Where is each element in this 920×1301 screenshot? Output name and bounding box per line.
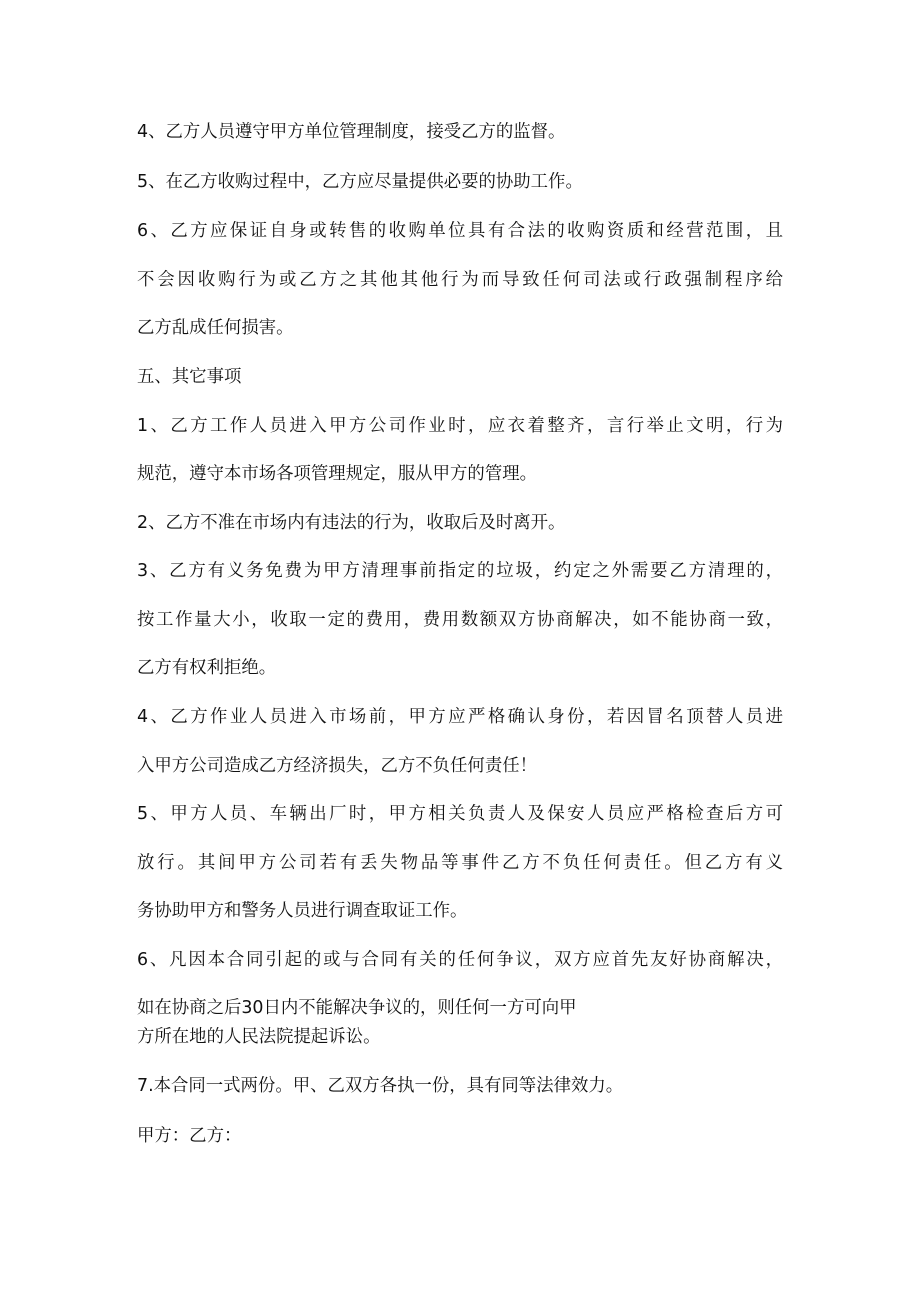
other-clause-1-line-2: 规范，遵守本市场各项管理规定，服从甲方的管理。 [137,464,537,484]
clause-6-line-2: 不会因收购行为或乙方之其他其他行为而导致任何司法或行政强制程序给 [137,270,783,290]
other-clause-6-line-1: 6、凡因本合同引起的或与合同有关的任何争议，双方应首先友好协商解决， [137,950,783,970]
signature-line: 甲方：乙方： [137,1126,242,1146]
other-clause-1-line-1: 1、乙方工作人员进入甲方公司作业时，应衣着整齐，言行举止文明，行为 [137,416,783,436]
other-clause-5-line-1: 5、甲方人员、车辆出厂时，甲方相关负责人及保安人员应严格检查后方可 [137,804,783,824]
other-clause-3-line-2: 按工作量大小，收取一定的费用，费用数额双方协商解决，如不能协商一致， [137,610,783,630]
other-clause-5-line-2: 放行。其间甲方公司若有丢失物品等事件乙方不负任何责任。但乙方有义 [137,853,783,873]
other-clause-7-line-1: 7.本合同一式两份。甲、乙双方各执一份，具有同等法律效力。 [137,1076,624,1096]
other-clause-5-line-3: 务协助甲方和警务人员进行调查取证工作。 [137,901,468,921]
other-clause-4-line-1: 4、乙方作业人员进入市场前，甲方应严格确认身份，若因冒名顶替人员进 [137,707,783,727]
section-heading: 五、其它事项 [137,367,242,387]
other-clause-6-line-2: 如在协商之后30日内不能解决争议的，则任何一方可向甲 [137,998,577,1018]
other-clause-3-line-1: 3、乙方有义务免费为甲方清理事前指定的垃圾，约定之外需要乙方清理的， [137,561,783,581]
other-clause-2-line-1: 2、乙方不准在市场内有违法的行为，收取后及时离开。 [137,513,566,533]
other-clause-4-line-2: 入甲方公司造成乙方经济损失，乙方不负任何责任！ [137,756,537,776]
clause-5-line-1: 5、在乙方收购过程中，乙方应尽量提供必要的协助工作。 [137,172,583,192]
clause-4-line-1: 4、乙方人员遵守甲方单位管理制度，接受乙方的监督。 [137,122,566,142]
other-clause-6-line-3: 方所在地的人民法院提起诉讼。 [137,1027,381,1047]
other-clause-3-line-3: 乙方有权利拒绝。 [137,658,277,678]
clause-6-line-1: 6、乙方应保证自身或转售的收购单位具有合法的收购资质和经营范围，且 [137,221,783,241]
clause-6-line-3: 乙方乱成任何损害。 [137,318,294,338]
